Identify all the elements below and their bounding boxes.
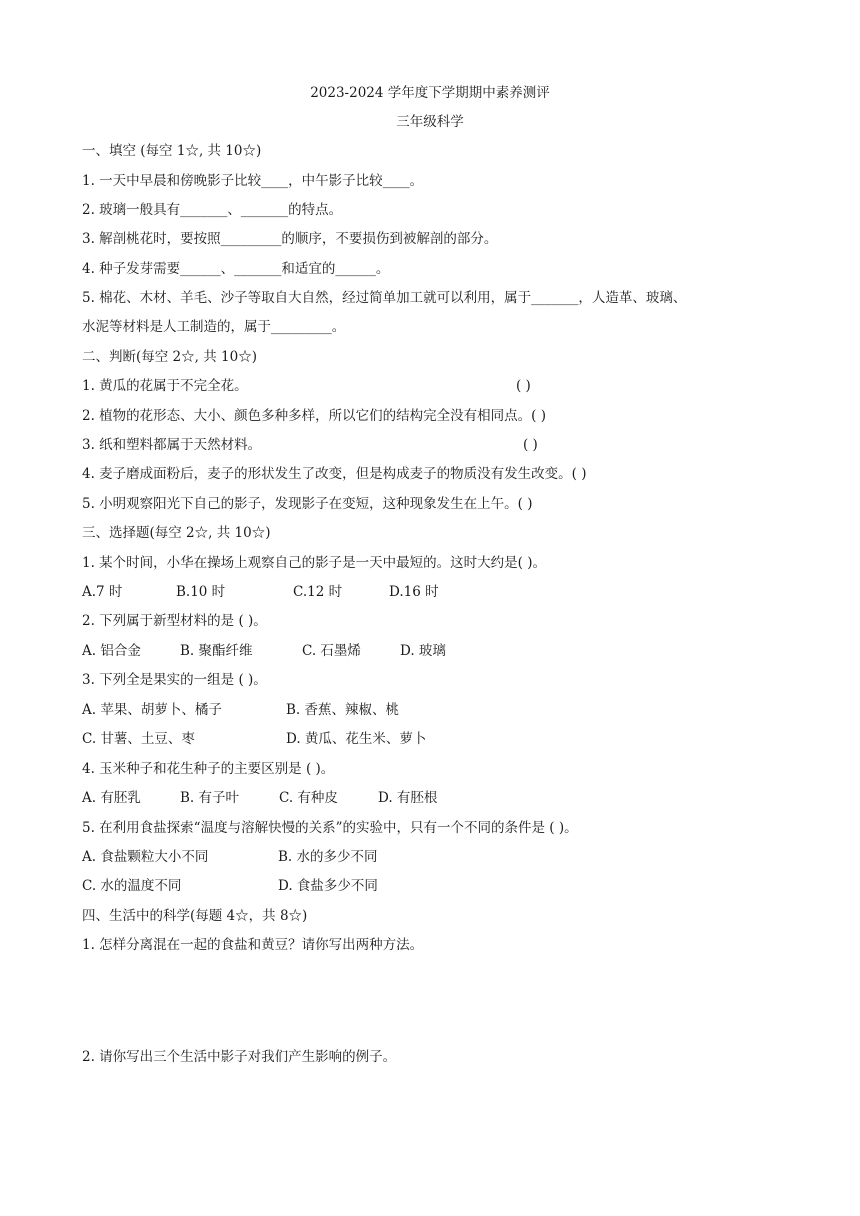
choice-2-option-d: D. 玻璃 bbox=[400, 643, 446, 659]
fill-question-4: 4. 种子发芽需要______、_______和适宜的______。 bbox=[82, 261, 390, 277]
choice-3-option-a: A. 苹果、胡萝卜、橘子 bbox=[82, 702, 222, 718]
choice-5-option-b: B. 水的多少不同 bbox=[278, 849, 378, 865]
exam-title: 2023-2024 学年度下学期期中素养测评 bbox=[310, 85, 550, 101]
life-question-1: 1. 怎样分离混在一起的食盐和黄豆？请你写出两种方法。 bbox=[82, 937, 424, 953]
choice-question-3: 3. 下列全是果实的一组是 ( )。 bbox=[82, 672, 267, 688]
choice-1-option-a: A.7 时 bbox=[82, 584, 123, 600]
choice-1-option-c: C.12 时 bbox=[293, 584, 343, 600]
judge-answer-paren-1: ( ) bbox=[516, 378, 531, 394]
choice-question-1: 1. 某个时间，小华在操场上观察自己的影子是一天中最短的。这时大约是( )。 bbox=[82, 555, 546, 571]
judge-answer-paren-3: ( ) bbox=[523, 437, 538, 453]
fill-question-2: 2. 玻璃一般具有_______、_______的特点。 bbox=[82, 202, 343, 218]
fill-question-5-line2: 水泥等材料是人工制造的，属于_________。 bbox=[82, 319, 346, 335]
choice-3-option-c: C. 甘薯、土豆、枣 bbox=[82, 731, 195, 747]
section-fill-header: 一、填空 (每空 1☆, 共 10☆) bbox=[82, 143, 262, 159]
section-life-header: 四、生活中的科学(每题 4☆，共 8☆) bbox=[82, 908, 308, 924]
judge-question-3: 3. 纸和塑料都属于天然材料。 bbox=[82, 437, 262, 453]
life-question-2: 2. 请你写出三个生活中影子对我们产生影响的例子。 bbox=[82, 1049, 397, 1065]
choice-3-option-b: B. 香蕉、辣椒、桃 bbox=[286, 702, 400, 718]
fill-question-5-line1: 5. 棉花、木材、羊毛、沙子等取自大自然，经过简单加工就可以利用，属于_______，人造革、玻璃、 bbox=[82, 290, 687, 306]
choice-4-option-c: C. 有种皮 bbox=[279, 790, 338, 806]
choice-5-option-c: C. 水的温度不同 bbox=[82, 878, 182, 894]
choice-4-option-b: B. 有子叶 bbox=[180, 790, 240, 806]
choice-1-option-b: B.10 时 bbox=[176, 584, 226, 600]
choice-2-option-c: C. 石墨烯 bbox=[302, 643, 361, 659]
choice-4-option-d: D. 有胚根 bbox=[378, 790, 438, 806]
choice-5-option-d: D. 食盐多少不同 bbox=[278, 878, 378, 894]
choice-4-option-a: A. 有胚乳 bbox=[82, 790, 141, 806]
judge-question-2: 2. 植物的花形态、大小、颜色多种多样，所以它们的结构完全没有相同点。( ) bbox=[82, 408, 546, 424]
fill-question-3: 3. 解剖桃花时，要按照_________的顺序，不要损伤到被解剖的部分。 bbox=[82, 231, 498, 247]
choice-2-option-b: B. 聚酯纤维 bbox=[180, 643, 253, 659]
judge-question-4: 4. 麦子磨成面粉后，麦子的形状发生了改变，但是构成麦子的物质没有发生改变。( ) bbox=[82, 466, 587, 482]
judge-question-1: 1. 黄瓜的花属于不完全花。 bbox=[82, 378, 248, 394]
choice-question-5: 5. 在利用食盐探索“温度与溶解快慢的关系”的实验中，只有一个不同的条件是 ( )。 bbox=[82, 820, 578, 836]
exam-subtitle: 三年级科学 bbox=[396, 114, 464, 130]
choice-question-2: 2. 下列属于新型材料的是 ( )。 bbox=[82, 613, 267, 629]
section-choice-header: 三、选择题(每空 2☆, 共 10☆) bbox=[82, 525, 271, 541]
choice-2-option-a: A. 铝合金 bbox=[82, 643, 141, 659]
choice-3-option-d: D. 黄瓜、花生米、萝卜 bbox=[286, 731, 427, 747]
judge-question-5: 5. 小明观察阳光下自己的影子，发现影子在变短，这种现象发生在上午。( ) bbox=[82, 496, 533, 512]
choice-5-option-a: A. 食盐颗粒大小不同 bbox=[82, 849, 209, 865]
section-judge-header: 二、判断(每空 2☆, 共 10☆) bbox=[82, 349, 257, 365]
choice-question-4: 4. 玉米种子和花生种子的主要区别是 ( )。 bbox=[82, 761, 335, 777]
choice-1-option-d: D.16 时 bbox=[389, 584, 439, 600]
fill-question-1: 1. 一天中早晨和傍晚影子比较____，中午影子比较____。 bbox=[82, 173, 424, 189]
